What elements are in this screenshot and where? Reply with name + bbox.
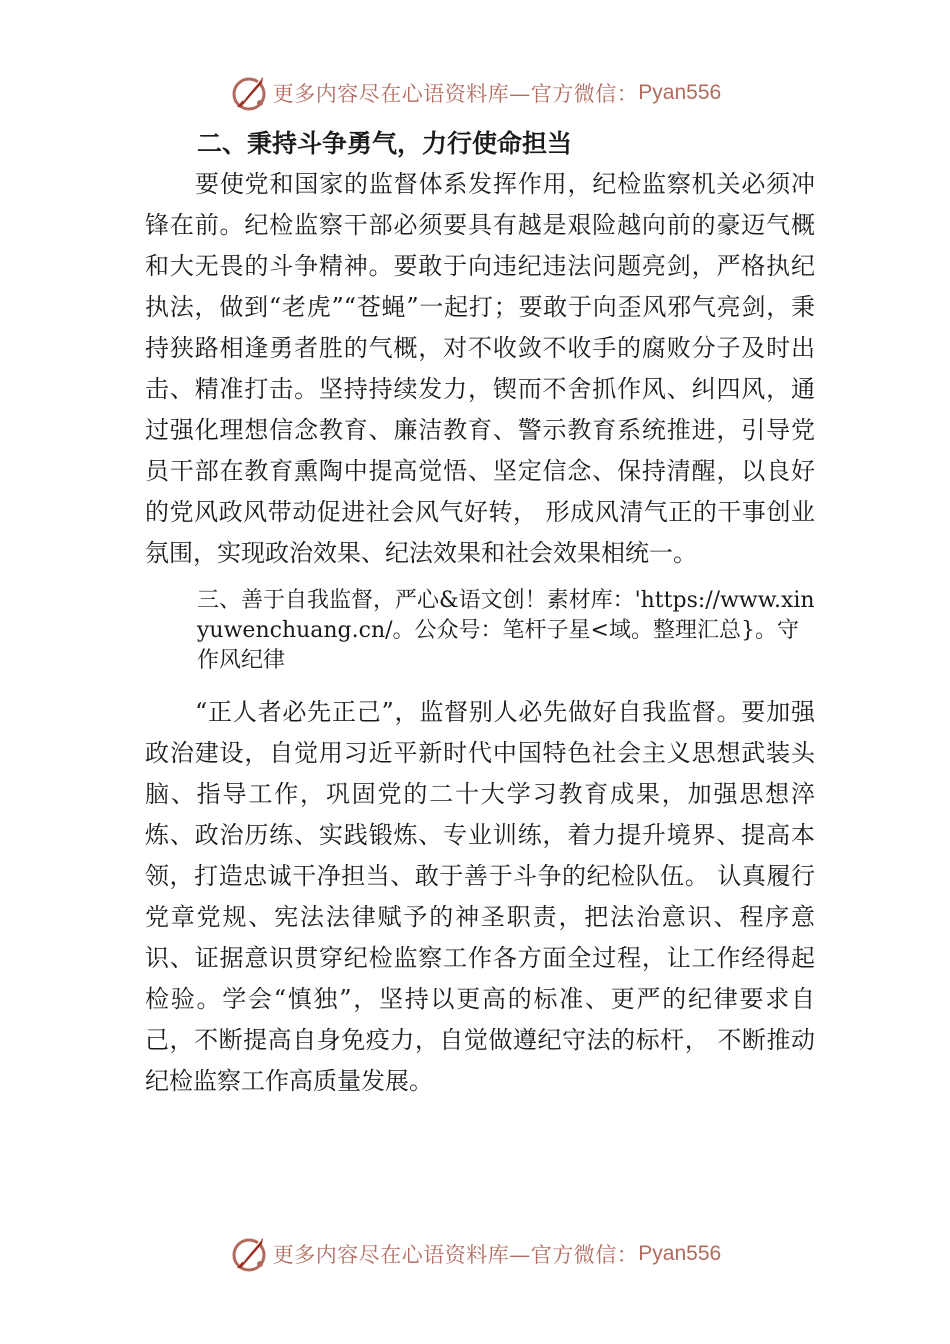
section-3-heading: 三、善于自我监督，严心&语文创！素材库：'https://www.xinyuwenchuang.cn/。公众号：笔杆子星<域。整理汇总}。守作风纪律 [197,588,815,673]
footer-banner [0,1232,950,1276]
wechat-id: Pyan556 [638,1242,722,1265]
banner-text: 更多内容尽在心语资料库—官方微信： [272,82,639,106]
section-2-heading: 二、秉持斗争勇气，力行使命担当 [197,129,573,158]
banner-text: 更多内容尽在心语资料库—官方微信： [272,1243,639,1267]
section-2-paragraph: 要使党和国家的监督体系发挥作用，纪检监察机关必须冲锋在前。纪检监察干部必须要具有越是艰险越向前的豪迈气概和大无畏的斗争精神。要敢于向违纪违法问题亮剑，严格执纪执法，做到“老虎”“苍蝇”一起打；要敢于向歪风邪气亮剑，秉持狭路相逢勇者胜的气概，对不收敛不收手的腐败分子及时出击、精准打击。坚持持续发力，锲而不舍抓作风、纠四风，通过强化理想信念教育、廉洁教育、警示教育系统推进，引导党员干部在教育熏陶中提高觉悟、坚定信念、保持清醒，以良好的党风政风带动促进社会风气好转， 形成风清气正的干事创业氛围，实现政治效果、纪法效果和社会效果相统一。 [145,170,815,567]
quill-pen-logo-icon [229,1234,269,1274]
section-3-paragraph: “正人者必先正己”，监督别人必先做好自我监督。要加强政治建设，自觉用习近平新时代中国特色社会主义思想武装头脑、指导工作，巩固党的二十大学习教育成果，加强思想淬炼、政治历练、实践锻炼、专业训练，着力提升境界、提高本领，打造忠诚干净担当、敢于善于斗争的纪检队伍。 认真履行党章党规、宪法法律赋予的神圣职责，把法治意识、程序意识、证据意识贯穿纪检监察工作各方面全过程，让工作经得起检验。学会“慎独”，坚持以更高的标准、更严的纪律要求自己，不断提高自身免疫力，自觉做遵纪守法的标杆， 不断推动纪检监察工作高质量发展。 [145,698,815,1095]
quill-pen-logo-icon [229,73,269,113]
wechat-id: Pyan556 [638,81,722,104]
document-body [145,124,815,1102]
header-banner [0,71,950,115]
